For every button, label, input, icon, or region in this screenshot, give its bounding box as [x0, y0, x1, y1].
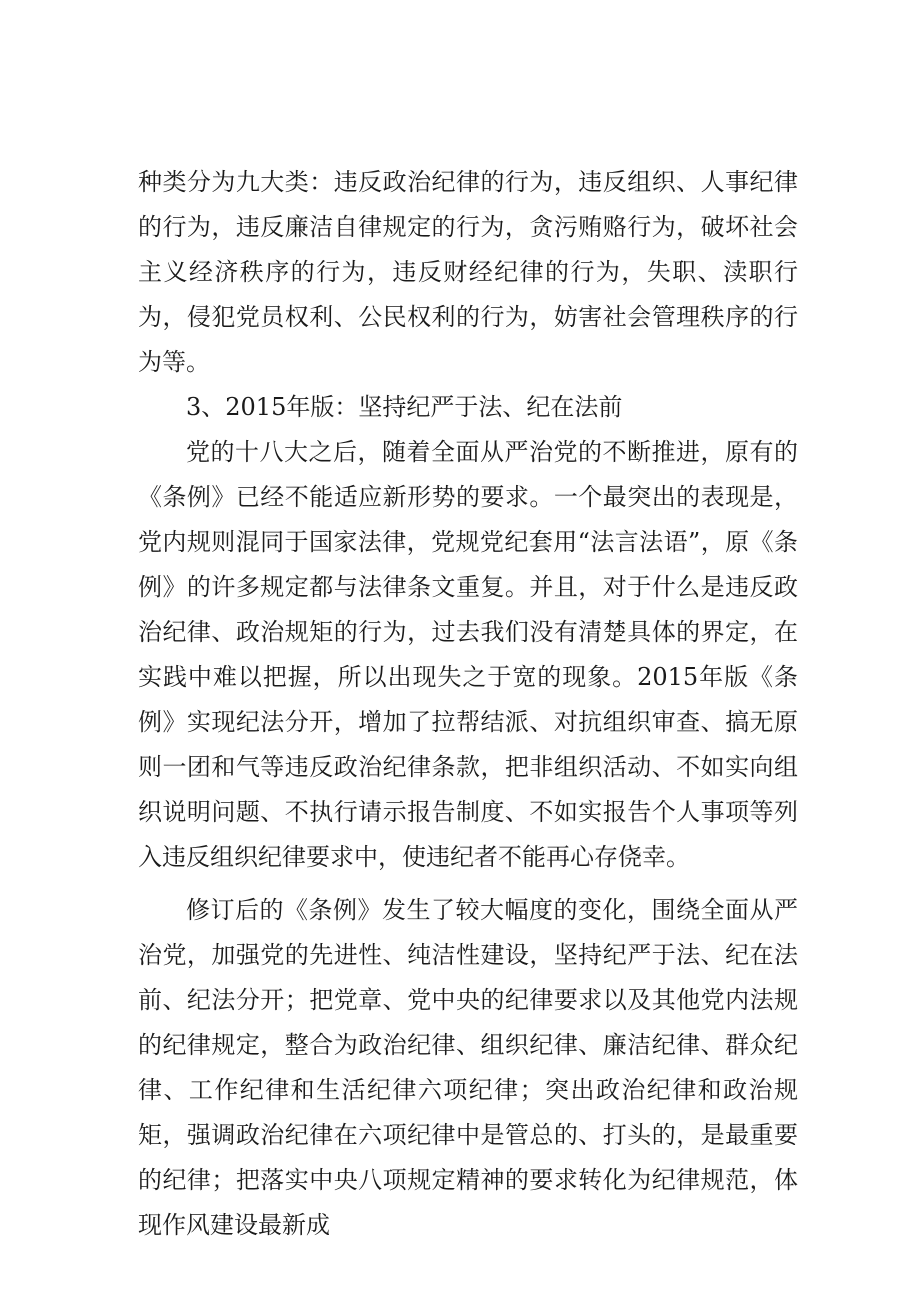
section-heading: 3、2015年版：坚持纪严于法、纪在法前	[186, 393, 623, 421]
document-body	[138, 160, 798, 1248]
paragraph-body-1: 党的十八大之后，随着全面从严治党的不断推进，原有的《条例》已经不能适应新形势的要求。一个最突出的表现是，党内规则混同于国家法律，党规党纪套用“法言法语”，原《条例》的许多规定都与法律条文重复。并且，对于什么是违反政治纪律、政治规矩的行为，过去我们没有清楚具体的界定，在实践中难以把握，所以出现失之于宽的现象。2015年版《条例》实现纪法分开，增加了拉帮结派、对抗组织审查、搞无原则一团和气等违反政治纪律条款，把非组织活动、不如实向组织说明问题、不执行请示报告制度、不如实报告个人事项等列入违反组织纪律要求中，使违纪者不能再心存侥幸。	[138, 438, 798, 871]
paragraph-continuation: 种类分为九大类：违反政治纪律的行为，违反组织、人事纪律的行为，违反廉洁自律规定的行为，贪污贿赂行为，破坏社会主义经济秩序的行为，违反财经纪律的行为，失职、渎职行为，侵犯党员权利、公民权利的行为，妨害社会管理秩序的行为等。	[138, 168, 798, 376]
paragraph-body-2: 修订后的《条例》发生了较大幅度的变化，围绕全面从严治党，加强党的先进性、纯洁性建设，坚持纪严于法、纪在法前、纪法分开；把党章、党中央的纪律要求以及其他党内法规的纪律规定，整合为政治纪律、组织纪律、廉洁纪律、群众纪律、工作纪律和生活纪律六项纪律；突出政治纪律和政治规矩，强调政治纪律在六项纪律中是管总的、打头的，是最重要的纪律；把落实中央八项规定精神的要求转化为纪律规范，体现作风建设最新成	[138, 896, 798, 1239]
